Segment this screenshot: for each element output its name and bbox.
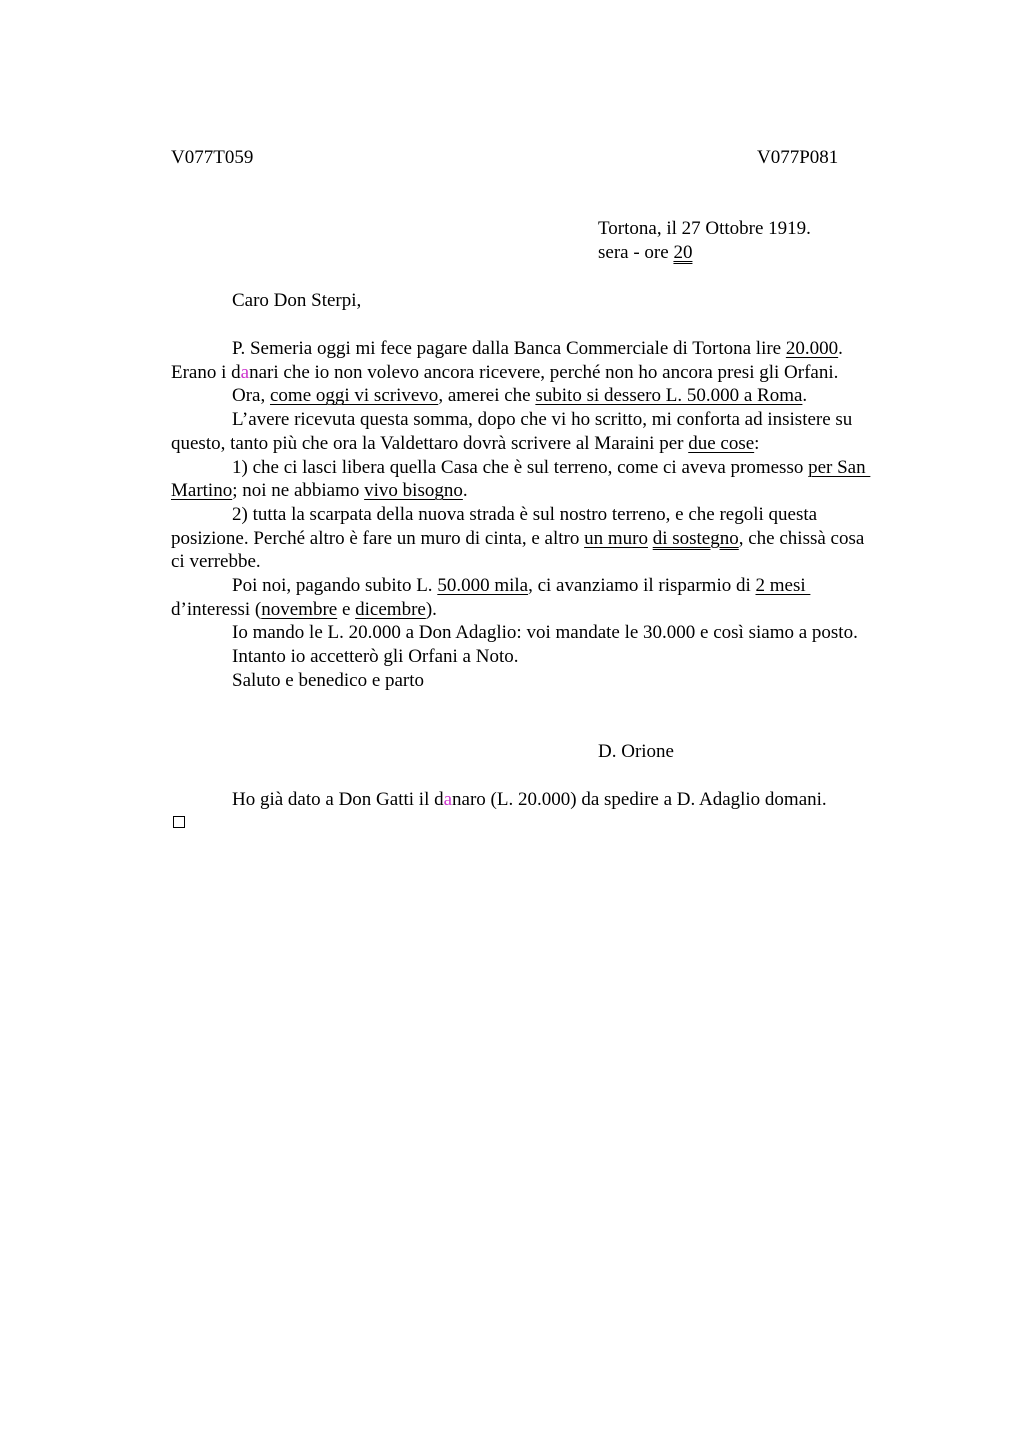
body-line	[171, 479, 941, 503]
underlined-amount: 20.000	[785, 338, 839, 359]
underlined-phrase: subito si dessero L. 50.000 a Roma	[535, 385, 803, 407]
body-line: ci verrebbe.	[171, 551, 261, 573]
underlined-phrase: dicembre	[355, 598, 426, 620]
letter-body	[171, 337, 941, 693]
underlined-phrase: per San	[808, 456, 871, 478]
underlined-phrase: due cose	[688, 432, 755, 454]
body-text: nari che io non volevo ancora ricevere, perché non ho ancora presi gli Orfani.	[249, 361, 839, 383]
highlighted-letter: a	[443, 789, 453, 810]
body-text: , che chissà cosa	[738, 527, 865, 549]
body-line: L’avere ricevuta questa somma, dopo che vi ho scritto, mi conforta ad insistere su	[232, 409, 853, 431]
body-text: P. Semeria oggi mi fece pagare dalla Banca Commerciale di Tortona lire	[232, 338, 786, 359]
body-text: :	[754, 432, 760, 454]
signature: D. Orione	[598, 741, 674, 762]
underlined-phrase: un muro	[584, 527, 648, 549]
underlined-phrase: 2 mesi	[755, 575, 811, 597]
body-line	[171, 574, 941, 598]
body-line	[171, 432, 941, 456]
dateline-time-prefix: sera - ore	[598, 242, 674, 263]
body-text: .	[838, 338, 843, 359]
body-text: Erano i d	[171, 361, 241, 383]
salutation: Caro Don Sterpi,	[232, 290, 362, 311]
body-text: ).	[425, 598, 437, 620]
body-line: Io mando le L. 20.000 a Don Adaglio: voi mandate le 30.000 e così siamo a posto.	[232, 622, 858, 644]
body-line	[171, 598, 941, 622]
underlined-phrase: come oggi vi scrivevo	[269, 385, 439, 407]
body-text: e	[337, 598, 356, 620]
underlined-phrase: Martino	[171, 480, 233, 502]
body-line: Saluto e benedico e parto	[232, 669, 425, 691]
body-text: questo, tanto più che ora la Valdettaro dovrà scrivere al Maraini per	[171, 432, 689, 454]
body-line	[171, 527, 941, 551]
body-line: Intanto io accetterò gli Orfani a Noto.	[232, 646, 519, 668]
body-text: Ora,	[232, 385, 270, 407]
postscript	[232, 788, 827, 812]
body-line	[171, 361, 941, 385]
dateline-time-hour: 20	[673, 242, 693, 263]
document-code-left: V077T059	[171, 147, 254, 168]
dateline-time	[598, 241, 692, 265]
double-underlined-phrase: di sostegno	[652, 527, 739, 549]
body-line: 2) tutta la scarpata della nuova strada è sul nostro terreno, e che regoli questa	[232, 503, 818, 525]
body-line	[171, 456, 941, 480]
body-text: , amerei che	[438, 385, 536, 407]
body-text: Poi noi, pagando subito L.	[232, 575, 438, 597]
document-code-right: V077P081	[757, 147, 839, 168]
body-text: posizione. Perché altro è fare un muro di cinta, e altro	[171, 527, 585, 549]
highlighted-letter: a	[240, 361, 250, 383]
body-text: Ho già dato a Don Gatti il d	[232, 789, 444, 810]
end-marker-checkbox-icon	[173, 816, 185, 828]
body-text: ; noi ne abbiamo	[232, 480, 365, 502]
dateline-place-date: Tortona, il 27 Ottobre 1919.	[598, 218, 811, 239]
underlined-amount: 50.000 mila	[437, 575, 529, 597]
body-text: .	[462, 480, 468, 502]
underlined-phrase: novembre	[261, 598, 338, 620]
body-text: naro (L. 20.000) da spedire a D. Adaglio domani.	[452, 789, 827, 810]
body-text: , ci avanziamo il risparmio di	[528, 575, 756, 597]
body-text: .	[802, 385, 808, 407]
body-text: 1) che ci lasci libera quella Casa che è sul terreno, come ci aveva promesso	[232, 456, 809, 478]
body-text: d’interessi (	[171, 598, 262, 620]
body-line	[171, 384, 941, 408]
underlined-phrase: vivo bisogno	[364, 480, 463, 502]
body-line	[171, 337, 941, 361]
